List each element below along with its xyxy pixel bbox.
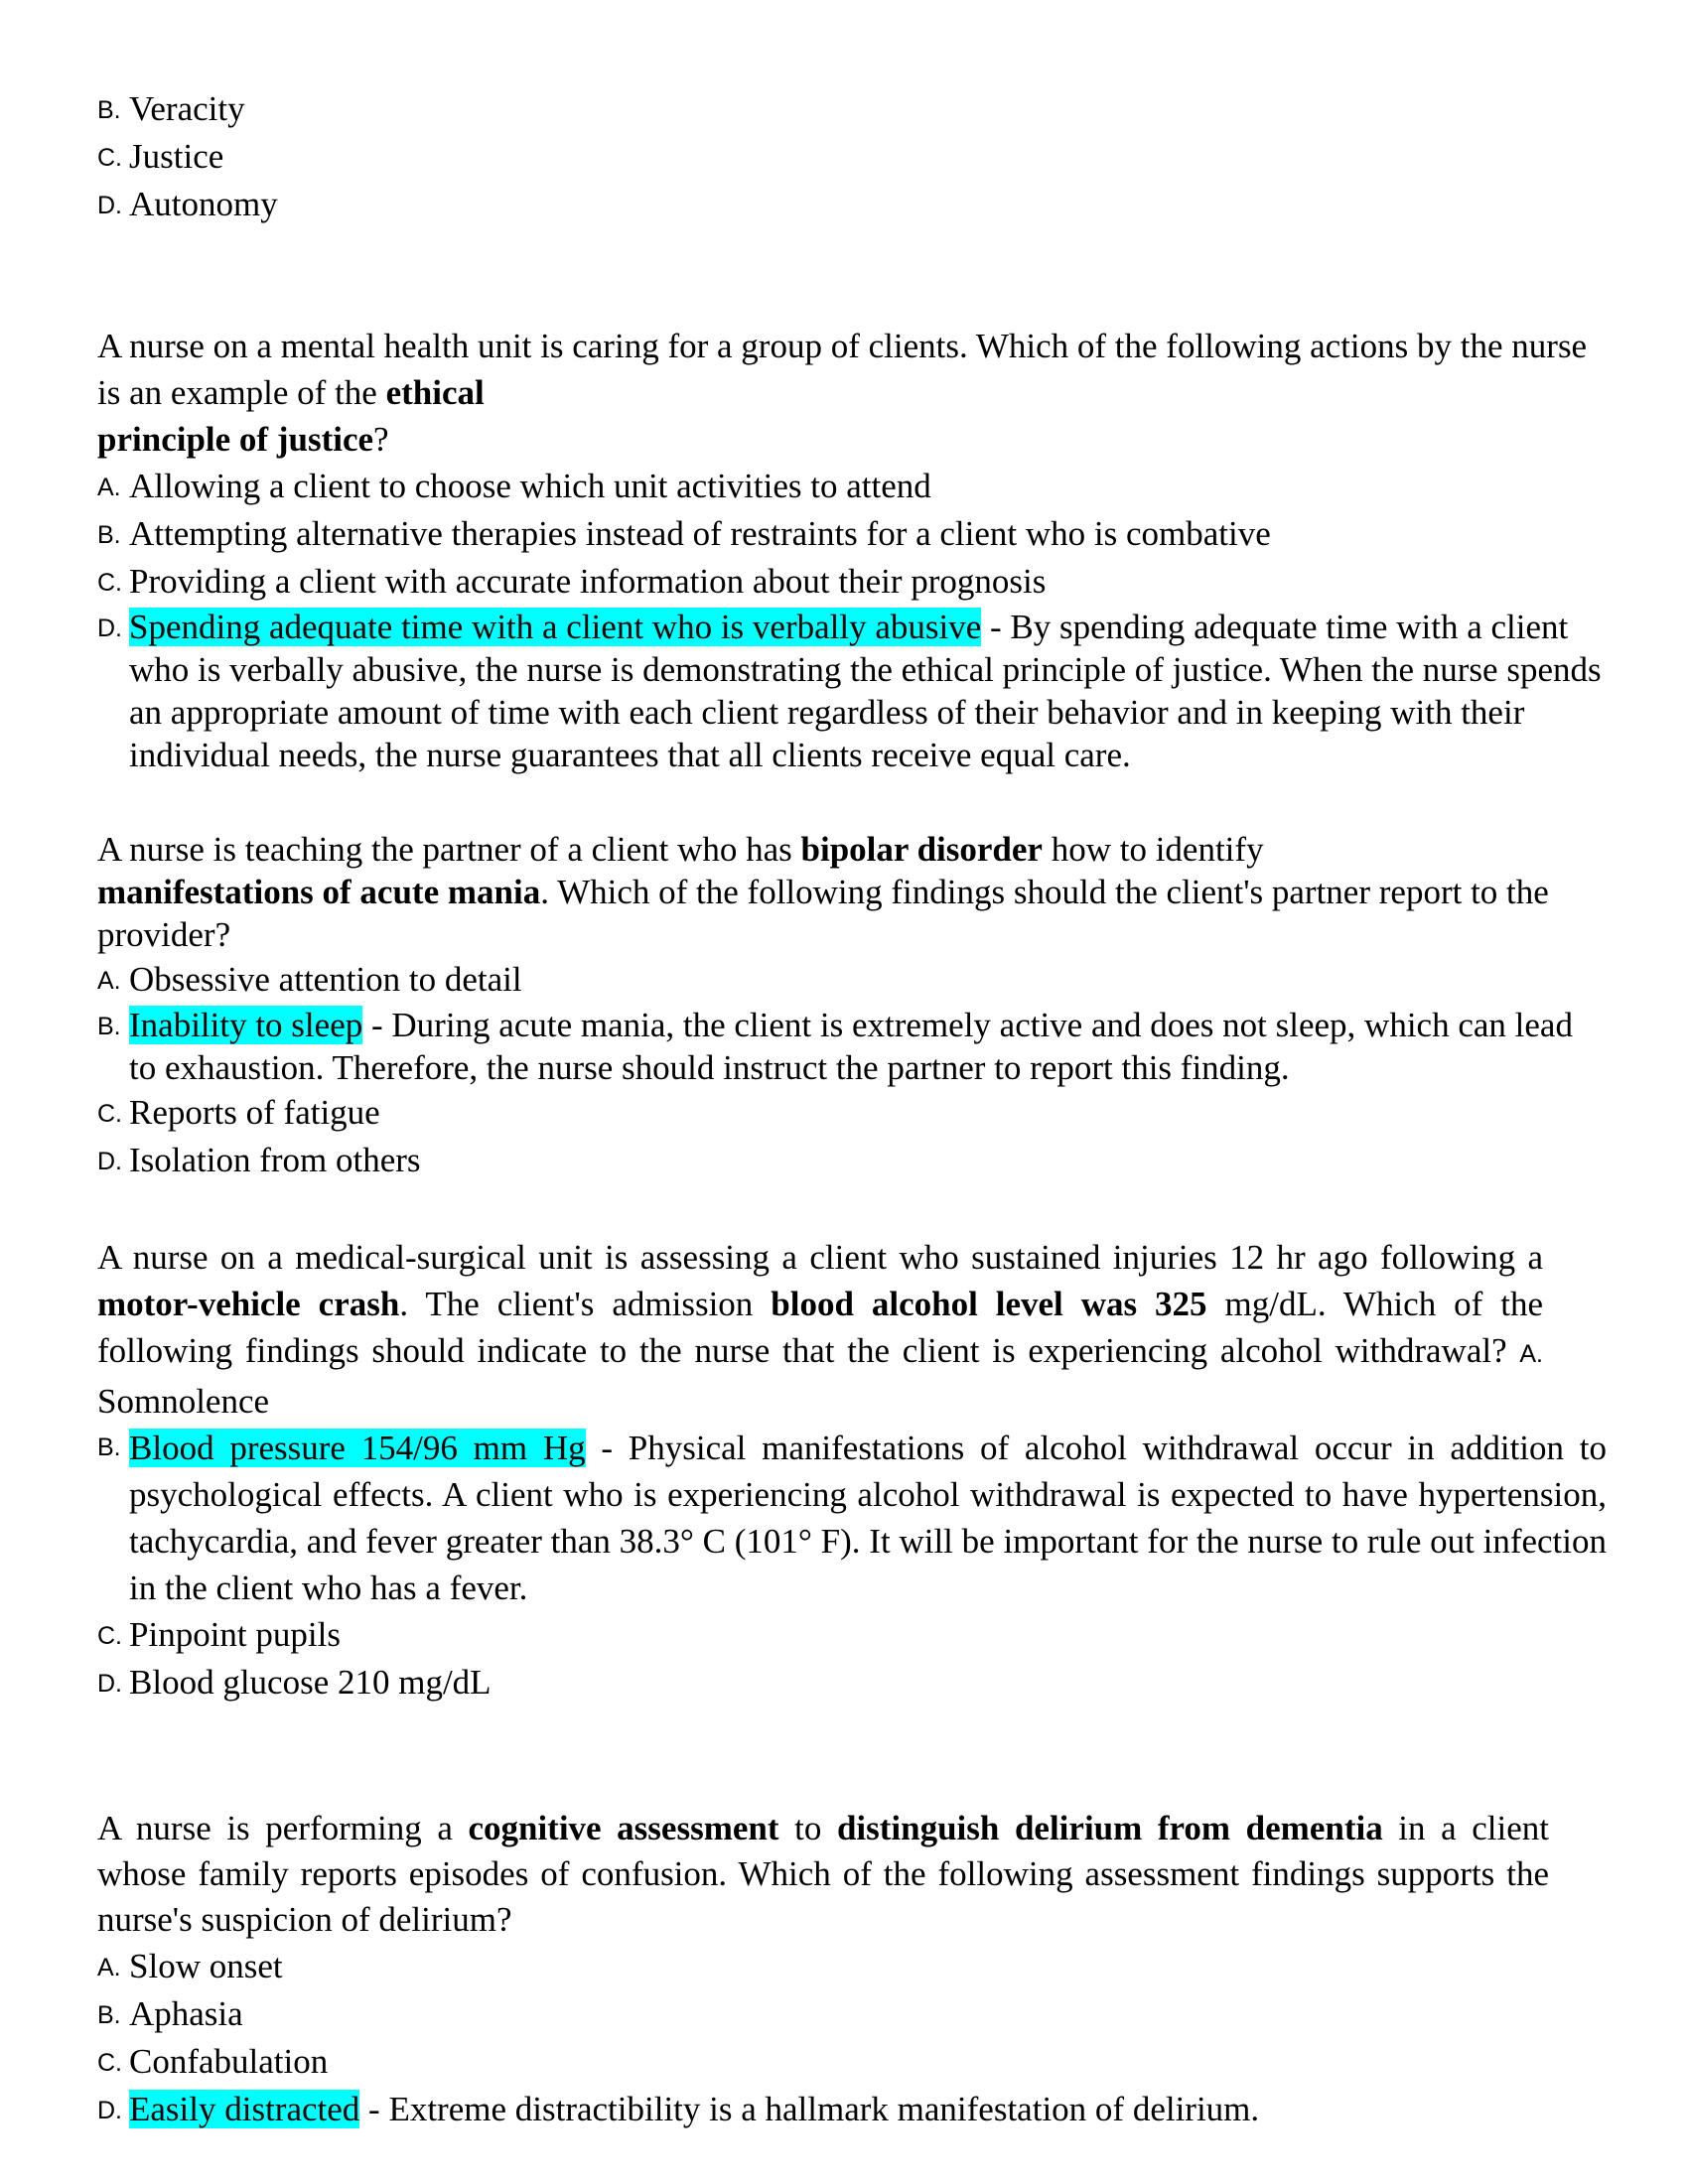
option-letter: C. [97,2049,122,2077]
option-d [97,1659,1607,1706]
question-0-options [97,85,1607,228]
stem-bold: ethical [385,373,485,412]
option-letter: B. [97,1433,121,1461]
option-letter: D. [97,614,122,642]
stem-text: . The client's admission [399,1285,772,1323]
option-text: Somnolence [97,1382,270,1421]
stem-text: . Which of the following findings should the client's partner report to the provider? [97,873,1549,954]
option-b-answer [97,1004,1607,1089]
option-a [97,1943,1607,1990]
stem-text: A nurse is teaching the partner of a client who has [97,830,801,869]
option-letter: A. [97,967,121,995]
question-4 [97,1806,1607,2133]
option-b-answer [97,1425,1607,1611]
option-text: Isolation from others [129,1141,421,1179]
option-d-answer [97,606,1607,776]
answer-rationale: - Physical manifestations of alcohol withdrawal occur in addition to psychological effects. A client who is experiencing alcohol withdrawal is expected to have hypertension, tachycardia, and fever greater than 38.3° C (101° F). It will be important for the nurse to rule out infection in the client who has a fever. [129,1429,1607,1607]
option-text: Aphasia [129,1994,243,2033]
stem-bold: bipolar disorder [800,830,1043,869]
correct-answer-highlight: Inability to sleep [129,1006,363,1044]
option-text: Slow onset [129,1947,283,1985]
stem-text: A nurse on a medical-surgical unit is assessing a client who sustained injuries 12 hr ago following a [97,1238,1543,1277]
option-text: Confabulation [129,2042,329,2081]
option-c [97,2038,1607,2086]
option-text: Providing a client with accurate information about their prognosis [129,562,1047,601]
question-3 [97,1234,1607,1706]
stem-bold: manifestations of acute mania [97,873,541,911]
correct-answer-highlight: Blood pressure 154/96 mm Hg [129,1429,586,1467]
stem-text: A nurse on a mental health unit is caring for a group of clients. Which of the following actions by the nurse is an example of the [97,327,1588,412]
option-text: Obsessive attention to detail [129,960,522,999]
document-page [97,85,1607,2133]
option-a [97,463,1607,510]
option-b [97,510,1607,558]
stem-bold: distinguish delirium from dementia [836,1809,1383,1847]
option-d [97,1137,1607,1184]
option-letter: D. [97,192,122,219]
stem-text: to [778,1809,837,1847]
stem-bold: cognitive assessment [468,1809,779,1847]
option-text: Autonomy [129,185,278,223]
stem-text: mg/dL. Which of the following findings should indicate to the nurse that the client is experiencing alcohol withdrawal? [97,1285,1543,1370]
option-letter: D. [97,2097,122,2124]
option-letter: C. [97,569,122,597]
question-1 [97,323,1607,776]
option-c [97,1089,1607,1137]
option-letter: C. [97,1622,122,1650]
question-stem [97,1234,1543,1425]
option-d-answer [97,2086,1607,2133]
answer-rationale: - During acute mania, the client is extremely active and does not sleep, which can lead to exhaustion. Therefore, the nurse should instruct the partner to report this finding. [129,1006,1573,1087]
option-letter: B. [97,2001,121,2029]
stem-bold: motor-vehicle crash [97,1285,400,1323]
answer-rationale: - Extreme distractibility is a hallmark manifestation of delirium. [359,2090,1260,2128]
option-text: Allowing a client to choose which unit activities to attend [129,467,931,505]
stem-text: how to identify [1042,830,1264,869]
option-d [97,181,1607,228]
stem-text: in a client whose family reports episodes of confusion. Which of the following assessment findings supports the nurse's suspicion of delirium? [97,1809,1549,1939]
option-text: Veracity [129,89,245,128]
stem-text: A nurse is performing a [97,1809,469,1847]
option-text: Justice [129,137,224,176]
option-letter: B. [97,1013,121,1040]
option-letter: B. [97,521,121,549]
option-c [97,1611,1607,1659]
option-text: Attempting alternative therapies instead of restraints for a client who is combative [129,514,1271,553]
correct-answer-highlight: Easily distracted [129,2090,360,2128]
stem-bold: blood alcohol level was 325 [771,1285,1207,1323]
question-stem [97,828,1607,956]
correct-answer-highlight: Spending adequate time with a client who is verbally abusive [129,608,982,646]
option-letter: D. [97,1670,122,1698]
option-letter: A. [97,474,121,501]
option-letter: A. [1519,1340,1543,1368]
option-text: Pinpoint pupils [129,1615,341,1654]
stem-bold: principle of justice [97,420,374,459]
option-c [97,133,1607,181]
option-text: Blood glucose 210 mg/dL [129,1663,492,1702]
option-c [97,558,1607,606]
option-letter: C. [97,144,122,172]
option-letter: C. [97,1100,122,1128]
question-2 [97,828,1607,1184]
question-stem [97,1806,1549,1943]
answer-rationale: - By spending adequate time with a client who is verbally abusive, the nurse is demonstrating the ethical principle of justice. When the nurse spends an appropriate amount of time with each client regardless of their behavior and in keeping with their individual needs, the nurse guarantees that all clients receive equal care. [129,608,1602,774]
option-letter: A. [97,1954,121,1981]
option-a [97,956,1607,1004]
option-text: Reports of fatigue [129,1093,380,1132]
option-letter: D. [97,1148,122,1175]
option-letter: B. [97,96,121,124]
stem-text: ? [373,420,389,459]
option-b [97,1990,1607,2038]
option-b [97,85,1607,133]
question-stem [97,323,1607,463]
